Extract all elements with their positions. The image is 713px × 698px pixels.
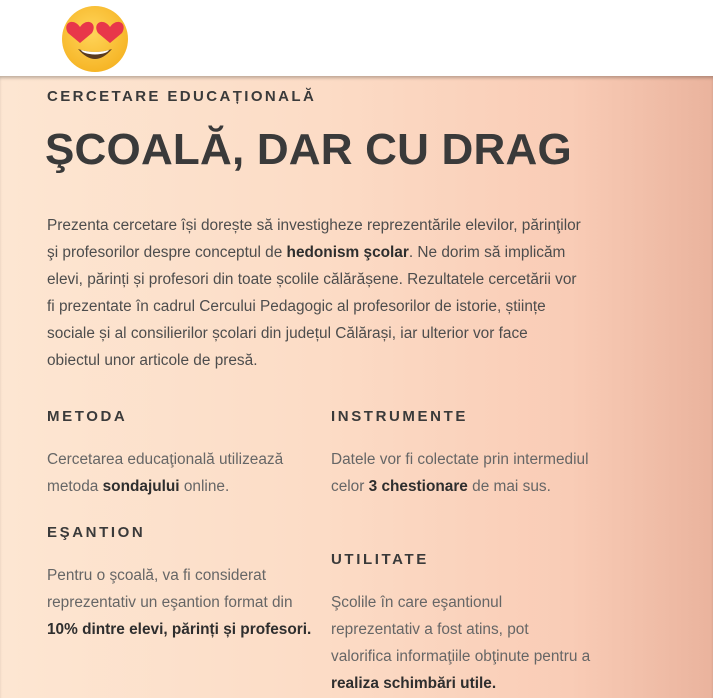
heart-eyes-smiley-icon	[60, 3, 130, 73]
page-title: ŞCOALĂ, DAR CU DRAG	[45, 125, 572, 174]
instrumente-heading: INSTRUMENTE	[331, 408, 468, 425]
esantion-heading: EŞANTION	[47, 524, 146, 541]
intro-paragraph: Prezenta cercetare își dorește să investigheze reprezentările elevilor, părinţilor şi profesorilor despre conceptul de hedonism şcolar. Ne dorim să implicăm elevi, părinți și profesori din toate școlile călărășene. Rezultatele cercetării vor fi prezentate în cadrul Cercului Pedagogic al profesorilor de istorie, științe sociale și al consilierilor școlari din județul Călărași, iar ulterior vor face obiectul unor articole de presă.	[47, 217, 581, 369]
utilitate-heading: UTILITATE	[331, 551, 429, 568]
esantion-text: Pentru o şcoală, va fi considerat reprezentativ un eşantion format din 10% dintre elevi, părinți și profesori.	[47, 567, 312, 638]
intro-highlight: hedonism şcolar	[286, 244, 409, 261]
instrumente-text: Datele vor fi colectate prin intermediul celor 3 chestionare de mai sus.	[331, 451, 589, 495]
metoda-heading: METODA	[47, 408, 128, 425]
top-bar	[0, 0, 713, 76]
metoda-text: Cercetarea educaţională utilizează metoda sondajului online.	[47, 451, 284, 495]
section-kicker: CERCETARE EDUCAȚIONALĂ	[47, 88, 317, 105]
utilitate-text: Şcolile în care eşantionul reprezentativ a fost atins, pot valorifica informaţiile obţinute pentru a realiza schimbări utile.	[331, 594, 591, 692]
